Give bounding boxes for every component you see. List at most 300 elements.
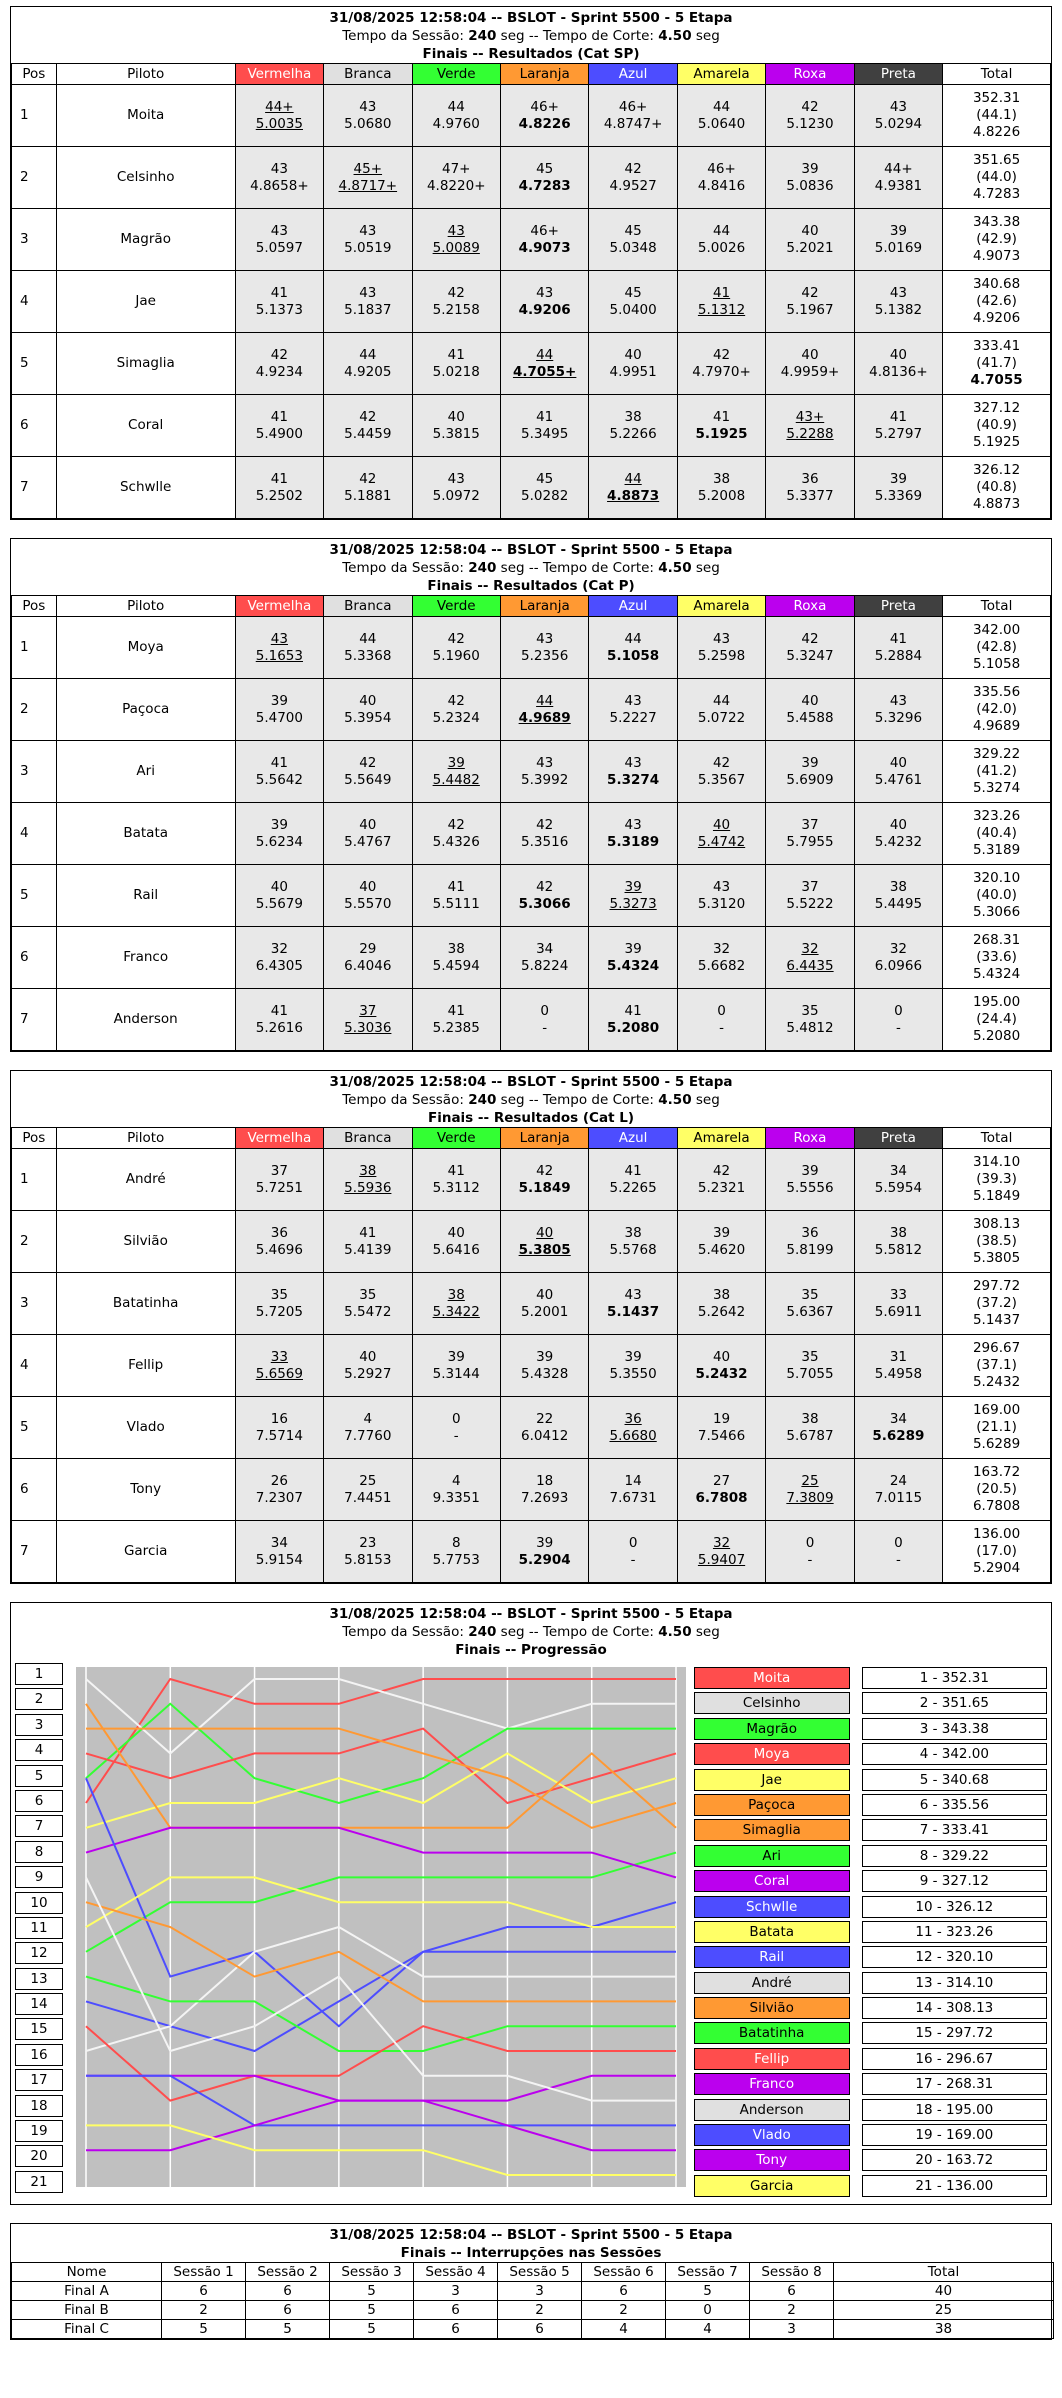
int-header: Sessão 8 — [750, 2263, 834, 2282]
lap-cell: 37 5.7955 — [766, 803, 854, 865]
lap-cell: 43 5.1437 — [589, 1273, 677, 1335]
progression-svg — [76, 1667, 686, 2187]
lap-cell: 37 5.7251 — [235, 1149, 323, 1211]
driver-score: 3 - 343.38 — [862, 1718, 1047, 1740]
pilot-name: Magrão — [56, 209, 235, 271]
lap-cell: 41 5.3112 — [412, 1149, 500, 1211]
col-lane: Preta — [854, 596, 942, 617]
lap-cell: 34 5.6289 — [854, 1397, 942, 1459]
lap-cell: 43 4.9206 — [500, 271, 588, 333]
pos-cell: 5 — [12, 865, 57, 927]
int-header: Sessão 4 — [414, 2263, 498, 2282]
driver-legend-item: Franco — [694, 2073, 850, 2095]
table-row — [12, 2282, 1054, 2301]
driver-score: 2 - 351.65 — [862, 1692, 1047, 1714]
driver-legend-item: Silvião — [694, 1997, 850, 2019]
driver-legend-item: Coral — [694, 1870, 850, 1892]
pos-cell: 2 — [12, 1211, 57, 1273]
total-cell: 335.56 (42.0) 4.9689 — [943, 679, 1051, 741]
lap-cell: 34 5.9154 — [235, 1521, 323, 1583]
report-title: 31/08/2025 12:58:04 -- BSLOT - Sprint 5500 - 5 Etapa — [329, 542, 733, 558]
int-cell: 3 — [498, 2282, 582, 2301]
lap-cell: 39 5.3369 — [854, 457, 942, 519]
pilot-name: Ari — [56, 741, 235, 803]
lap-cell: 42 5.5649 — [324, 741, 412, 803]
col-pilot: Piloto — [56, 64, 235, 85]
driver-score: 5 - 340.68 — [862, 1769, 1047, 1791]
int-cell: 6 — [414, 2301, 498, 2320]
position-label: 11 — [15, 1917, 63, 1939]
pilot-name: Tony — [56, 1459, 235, 1521]
lap-cell: 38 5.3422 — [412, 1273, 500, 1335]
lap-cell: 45 5.0400 — [589, 271, 677, 333]
col-lane: Preta — [854, 64, 942, 85]
driver-progress-line — [86, 2076, 676, 2101]
lap-cell: 44 5.0026 — [677, 209, 765, 271]
lap-cell: 4 9.3351 — [412, 1459, 500, 1521]
position-label: 9 — [15, 1866, 63, 1888]
total-cell: 296.67 (37.1) 5.2432 — [943, 1335, 1051, 1397]
driver-score: 20 - 163.72 — [862, 2149, 1047, 2171]
lap-cell: 42 5.1967 — [766, 271, 854, 333]
lap-cell: 0 - — [854, 989, 942, 1051]
lap-cell: 42 5.2324 — [412, 679, 500, 741]
int-header: Sessão 3 — [330, 2263, 414, 2282]
lap-cell: 41 5.0218 — [412, 333, 500, 395]
lap-cell: 25 7.3809 — [766, 1459, 854, 1521]
lap-cell: 40 4.8136+ — [854, 333, 942, 395]
session-info: Tempo da Sessão: 240 seg -- Tempo de Corte: 4.50 seg — [342, 1092, 720, 1108]
table-row — [12, 741, 1051, 803]
driver-progress-line — [86, 2026, 676, 2100]
lap-cell: 42 5.1849 — [500, 1149, 588, 1211]
col-total: Total — [943, 1128, 1051, 1149]
results-table-block — [10, 538, 1052, 1052]
lap-cell: 43 5.3296 — [854, 679, 942, 741]
lap-cell: 37 5.5222 — [766, 865, 854, 927]
pilot-name: Silvião — [56, 1211, 235, 1273]
lap-cell: 39 5.4700 — [235, 679, 323, 741]
results-header — [11, 539, 1051, 595]
lap-cell: 0 - — [854, 1521, 942, 1583]
driver-legend-item: Garcia — [694, 2175, 850, 2197]
col-lane: Vermelha — [235, 64, 323, 85]
int-cell: 5 — [246, 2320, 330, 2339]
table-row — [12, 1459, 1051, 1521]
position-label: 10 — [15, 1892, 63, 1914]
driver-score: 13 - 314.10 — [862, 1972, 1047, 1994]
driver-legend-item: Jae — [694, 1769, 850, 1791]
total-cell: 352.31 (44.1) 4.8226 — [943, 85, 1051, 147]
table-row — [12, 147, 1051, 209]
pos-cell: 3 — [12, 1273, 57, 1335]
int-cell: 2 — [582, 2301, 666, 2320]
lap-cell: 38 5.2266 — [589, 395, 677, 457]
lap-cell: 39 5.3550 — [589, 1335, 677, 1397]
lap-cell: 39 5.4328 — [500, 1335, 588, 1397]
lap-cell: 40 5.3954 — [324, 679, 412, 741]
lap-cell: 42 5.1960 — [412, 617, 500, 679]
pos-cell: 1 — [12, 85, 57, 147]
pos-cell: 7 — [12, 1521, 57, 1583]
driver-score: 11 - 323.26 — [862, 1921, 1047, 1943]
total-cell: 308.13 (38.5) 5.3805 — [943, 1211, 1051, 1273]
position-labels — [15, 1663, 68, 2200]
lap-cell: 40 5.4588 — [766, 679, 854, 741]
lap-cell: 42 5.2158 — [412, 271, 500, 333]
lap-cell: 40 5.4761 — [854, 741, 942, 803]
driver-legend-item: Celsinho — [694, 1692, 850, 1714]
lap-cell: 18 7.2693 — [500, 1459, 588, 1521]
lap-cell: 27 6.7808 — [677, 1459, 765, 1521]
lap-cell: 42 5.4326 — [412, 803, 500, 865]
lap-cell: 40 5.4767 — [324, 803, 412, 865]
lap-cell: 43 5.1837 — [324, 271, 412, 333]
lap-cell: 38 5.6787 — [766, 1397, 854, 1459]
lap-cell: 43 5.2227 — [589, 679, 677, 741]
pilot-name: Rail — [56, 865, 235, 927]
driver-legend-item: Paçoca — [694, 1794, 850, 1816]
col-lane: Azul — [589, 1128, 677, 1149]
lap-cell: 40 5.2927 — [324, 1335, 412, 1397]
lap-cell: 41 5.1373 — [235, 271, 323, 333]
lap-cell: 42 5.3567 — [677, 741, 765, 803]
lap-cell: 40 4.9959+ — [766, 333, 854, 395]
table-row — [12, 2320, 1054, 2339]
lap-cell: 41 5.5642 — [235, 741, 323, 803]
lap-cell: 25 7.4451 — [324, 1459, 412, 1521]
int-cell: 5 — [666, 2282, 750, 2301]
col-pilot: Piloto — [56, 1128, 235, 1149]
lap-cell: 41 5.2502 — [235, 457, 323, 519]
col-lane: Azul — [589, 64, 677, 85]
pilot-name: Schwlle — [56, 457, 235, 519]
lap-cell: 40 5.2001 — [500, 1273, 588, 1335]
driver-legend-item: Anderson — [694, 2099, 850, 2121]
pilot-name: Moita — [56, 85, 235, 147]
col-lane: Preta — [854, 1128, 942, 1149]
driver-progress-line — [86, 1729, 676, 1803]
driver-legend-item: Batatinha — [694, 2022, 850, 2044]
pos-cell: 7 — [12, 989, 57, 1051]
position-label: 13 — [15, 1968, 63, 1990]
lap-cell: 42 4.9234 — [235, 333, 323, 395]
driver-legend-item: Simaglia — [694, 1819, 850, 1841]
lap-cell: 26 7.2307 — [235, 1459, 323, 1521]
int-cell: 0 — [666, 2301, 750, 2320]
pilot-name: Batatinha — [56, 1273, 235, 1335]
driver-legend-item: Vlado — [694, 2124, 850, 2146]
lap-cell: 0 - — [677, 989, 765, 1051]
report-title: 31/08/2025 12:58:04 -- BSLOT - Sprint 5500 - 5 Etapa — [329, 1074, 733, 1090]
table-row — [12, 1397, 1051, 1459]
col-pos: Pos — [12, 64, 57, 85]
int-cell: 6 — [750, 2282, 834, 2301]
lap-cell: 41 5.3495 — [500, 395, 588, 457]
results-table-block — [10, 6, 1052, 520]
pos-cell: 1 — [12, 1149, 57, 1211]
pos-cell: 2 — [12, 679, 57, 741]
driver-score: 19 - 169.00 — [862, 2124, 1047, 2146]
pos-cell: 2 — [12, 147, 57, 209]
lap-cell: 46+ 4.8226 — [500, 85, 588, 147]
lap-cell: 42 5.1881 — [324, 457, 412, 519]
lap-cell: 46+ 4.9073 — [500, 209, 588, 271]
int-cell: 2 — [750, 2301, 834, 2320]
table-row — [12, 2301, 1054, 2320]
lap-cell: 43 5.0597 — [235, 209, 323, 271]
lap-cell: 40 5.3805 — [500, 1211, 588, 1273]
driver-score: 21 - 136.00 — [862, 2175, 1047, 2197]
lap-cell: 42 5.2321 — [677, 1149, 765, 1211]
results-header — [11, 7, 1051, 63]
int-cell: 4 — [666, 2320, 750, 2339]
lap-cell: 41 5.2080 — [589, 989, 677, 1051]
lap-cell: 44 4.9205 — [324, 333, 412, 395]
table-row — [12, 395, 1051, 457]
lap-cell: 44+ 5.0035 — [235, 85, 323, 147]
int-header: Sessão 5 — [498, 2263, 582, 2282]
lap-cell: 42 5.4459 — [324, 395, 412, 457]
lap-cell: 36 5.4696 — [235, 1211, 323, 1273]
lap-cell: 43 5.2356 — [500, 617, 588, 679]
position-label: 19 — [15, 2120, 63, 2142]
section-subtitle: Finais -- Resultados (Cat P) — [427, 578, 635, 594]
progression-header — [11, 1603, 1051, 1659]
total-cell: 195.00 (24.4) 5.2080 — [943, 989, 1051, 1051]
driver-progress-line — [86, 1704, 676, 1828]
table-row — [12, 1521, 1051, 1583]
table-row — [12, 803, 1051, 865]
lap-cell: 40 5.6416 — [412, 1211, 500, 1273]
pos-cell: 3 — [12, 741, 57, 803]
report-title: 31/08/2025 12:58:04 -- BSLOT - Sprint 5500 - 5 Etapa — [329, 2227, 733, 2244]
int-cell: 40 — [834, 2282, 1054, 2301]
lap-cell: 41 5.1312 — [677, 271, 765, 333]
driver-legend-item: Fellip — [694, 2048, 850, 2070]
lap-cell: 44 4.8873 — [589, 457, 677, 519]
pilot-name: Moya — [56, 617, 235, 679]
int-header: Sessão 7 — [666, 2263, 750, 2282]
lap-cell: 36 5.6680 — [589, 1397, 677, 1459]
lap-cell: 4 7.7760 — [324, 1397, 412, 1459]
col-pilot: Piloto — [56, 596, 235, 617]
total-cell: 343.38 (42.9) 4.9073 — [943, 209, 1051, 271]
pos-cell: 1 — [12, 617, 57, 679]
lap-cell: 39 5.0169 — [854, 209, 942, 271]
total-cell: 268.31 (33.6) 5.4324 — [943, 927, 1051, 989]
col-total: Total — [943, 596, 1051, 617]
lap-cell: 44 5.1058 — [589, 617, 677, 679]
lap-cell: 39 5.5556 — [766, 1149, 854, 1211]
lap-cell: 38 5.4495 — [854, 865, 942, 927]
int-cell: 6 — [498, 2320, 582, 2339]
pos-cell: 6 — [12, 1459, 57, 1521]
driver-progress-line — [86, 1704, 676, 1803]
pilot-name: Vlado — [56, 1397, 235, 1459]
section-subtitle: Finais -- Resultados (Cat L) — [427, 1110, 634, 1126]
col-lane: Branca — [324, 64, 412, 85]
int-cell: 6 — [246, 2282, 330, 2301]
table-row — [12, 1273, 1051, 1335]
position-label: 17 — [15, 2069, 63, 2091]
lap-cell: 43 5.0519 — [324, 209, 412, 271]
lap-cell: 33 5.6569 — [235, 1335, 323, 1397]
table-row — [12, 1149, 1051, 1211]
table-row — [12, 457, 1051, 519]
pos-cell: 3 — [12, 209, 57, 271]
lap-cell: 40 5.3815 — [412, 395, 500, 457]
pilot-name: Franco — [56, 927, 235, 989]
results-table — [11, 595, 1051, 1051]
int-header: Total — [834, 2263, 1054, 2282]
table-row — [12, 927, 1051, 989]
lap-cell: 46+ 4.8416 — [677, 147, 765, 209]
table-row — [12, 617, 1051, 679]
total-cell: 351.65 (44.0) 4.7283 — [943, 147, 1051, 209]
int-cell: Final A — [12, 2282, 162, 2301]
lap-cell: 39 5.4620 — [677, 1211, 765, 1273]
lap-cell: 45 4.7283 — [500, 147, 588, 209]
total-cell: 342.00 (42.8) 5.1058 — [943, 617, 1051, 679]
col-lane: Laranja — [500, 596, 588, 617]
lap-cell: 43 5.0089 — [412, 209, 500, 271]
int-cell: 4 — [582, 2320, 666, 2339]
section-subtitle: Finais -- Resultados (Cat SP) — [422, 46, 640, 62]
col-lane: Amarela — [677, 596, 765, 617]
driver-score: 6 - 335.56 — [862, 1794, 1047, 1816]
int-cell: 3 — [414, 2282, 498, 2301]
lap-cell: 43 5.0972 — [412, 457, 500, 519]
lap-cell: 39 5.6234 — [235, 803, 323, 865]
driver-score: 10 - 326.12 — [862, 1896, 1047, 1918]
lap-cell: 40 5.4742 — [677, 803, 765, 865]
position-label: 21 — [15, 2171, 63, 2193]
lap-cell: 42 5.1230 — [766, 85, 854, 147]
lap-cell: 44 5.0722 — [677, 679, 765, 741]
lap-cell: 40 5.4232 — [854, 803, 942, 865]
lap-cell: 41 5.2616 — [235, 989, 323, 1051]
table-row — [12, 1335, 1051, 1397]
pilot-name: Fellip — [56, 1335, 235, 1397]
driver-legend-item: Schwlle — [694, 1896, 850, 1918]
driver-legend-item: André — [694, 1972, 850, 1994]
lap-cell: 32 6.4435 — [766, 927, 854, 989]
col-pos: Pos — [12, 1128, 57, 1149]
table-row — [12, 679, 1051, 741]
lap-cell: 44 4.9760 — [412, 85, 500, 147]
lap-cell: 43+ 5.2288 — [766, 395, 854, 457]
lap-cell: 34 5.5954 — [854, 1149, 942, 1211]
table-row — [12, 865, 1051, 927]
pos-cell: 7 — [12, 457, 57, 519]
pilot-name: Simaglia — [56, 333, 235, 395]
driver-legend — [694, 1667, 850, 2200]
col-lane: Roxa — [766, 64, 854, 85]
lap-cell: 44 5.0640 — [677, 85, 765, 147]
table-row — [12, 1211, 1051, 1273]
col-lane: Amarela — [677, 1128, 765, 1149]
session-info: Tempo da Sessão: 240 seg -- Tempo de Corte: 4.50 seg — [342, 28, 720, 44]
lap-cell: 40 5.5679 — [235, 865, 323, 927]
pos-cell: 4 — [12, 803, 57, 865]
lap-cell: 0 - — [766, 1521, 854, 1583]
section-subtitle: Finais -- Progressão — [455, 1642, 607, 1658]
col-lane: Verde — [412, 64, 500, 85]
driver-legend-item: Tony — [694, 2149, 850, 2171]
progression-block — [10, 1602, 1052, 2205]
total-cell: 314.10 (39.3) 5.1849 — [943, 1149, 1051, 1211]
lap-cell: 14 7.6731 — [589, 1459, 677, 1521]
total-cell: 326.12 (40.8) 4.8873 — [943, 457, 1051, 519]
lap-cell: 35 5.7205 — [235, 1273, 323, 1335]
driver-score: 18 - 195.00 — [862, 2099, 1047, 2121]
pilot-name: Jae — [56, 271, 235, 333]
pos-cell: 6 — [12, 395, 57, 457]
lap-cell: 43 5.3274 — [589, 741, 677, 803]
int-cell: 25 — [834, 2301, 1054, 2320]
lap-cell: 45 5.0348 — [589, 209, 677, 271]
position-label: 20 — [15, 2145, 63, 2167]
lap-cell: 45 5.0282 — [500, 457, 588, 519]
lap-cell: 42 5.3247 — [766, 617, 854, 679]
lap-cell: 41 5.5111 — [412, 865, 500, 927]
driver-score: 8 - 329.22 — [862, 1845, 1047, 1867]
lap-cell: 32 6.4305 — [235, 927, 323, 989]
results-table — [11, 63, 1051, 519]
lap-cell: 42 4.7970+ — [677, 333, 765, 395]
driver-score: 17 - 268.31 — [862, 2073, 1047, 2095]
results-table-block — [10, 1070, 1052, 1584]
driver-legend-item: Moya — [694, 1743, 850, 1765]
position-label: 1 — [15, 1663, 63, 1685]
lap-cell: 32 6.0966 — [854, 927, 942, 989]
col-lane: Branca — [324, 596, 412, 617]
col-lane: Roxa — [766, 596, 854, 617]
col-lane: Vermelha — [235, 1128, 323, 1149]
pos-cell: 5 — [12, 333, 57, 395]
lap-cell: 43 5.3120 — [677, 865, 765, 927]
lap-cell: 43 5.3992 — [500, 741, 588, 803]
lap-cell: 35 5.5472 — [324, 1273, 412, 1335]
driver-score: 1 - 352.31 — [862, 1667, 1047, 1689]
lap-cell: 35 5.4812 — [766, 989, 854, 1051]
total-cell: 333.41 (41.7) 4.7055 — [943, 333, 1051, 395]
lap-cell: 44 5.3368 — [324, 617, 412, 679]
section-subtitle: Finais -- Interrupções nas Sessões — [400, 2245, 662, 2262]
lap-cell: 41 5.2385 — [412, 989, 500, 1051]
position-label: 6 — [15, 1790, 63, 1812]
lap-cell: 29 6.4046 — [324, 927, 412, 989]
lap-cell: 31 5.4958 — [854, 1335, 942, 1397]
total-cell: 136.00 (17.0) 5.2904 — [943, 1521, 1051, 1583]
lap-cell: 39 5.3273 — [589, 865, 677, 927]
lap-cell: 0 - — [500, 989, 588, 1051]
int-header: Nome — [12, 2263, 162, 2282]
col-lane: Verde — [412, 1128, 500, 1149]
table-row — [12, 209, 1051, 271]
lap-cell: 43 5.1653 — [235, 617, 323, 679]
report-title: 31/08/2025 12:58:04 -- BSLOT - Sprint 5500 - 5 Etapa — [329, 1606, 733, 1622]
int-cell: 3 — [750, 2320, 834, 2339]
lap-cell: 39 5.2904 — [500, 1521, 588, 1583]
col-pos: Pos — [12, 596, 57, 617]
int-cell: 38 — [834, 2320, 1054, 2339]
int-cell: Final B — [12, 2301, 162, 2320]
lap-cell: 40 5.2432 — [677, 1335, 765, 1397]
col-lane: Azul — [589, 596, 677, 617]
driver-score: 4 - 342.00 — [862, 1743, 1047, 1765]
